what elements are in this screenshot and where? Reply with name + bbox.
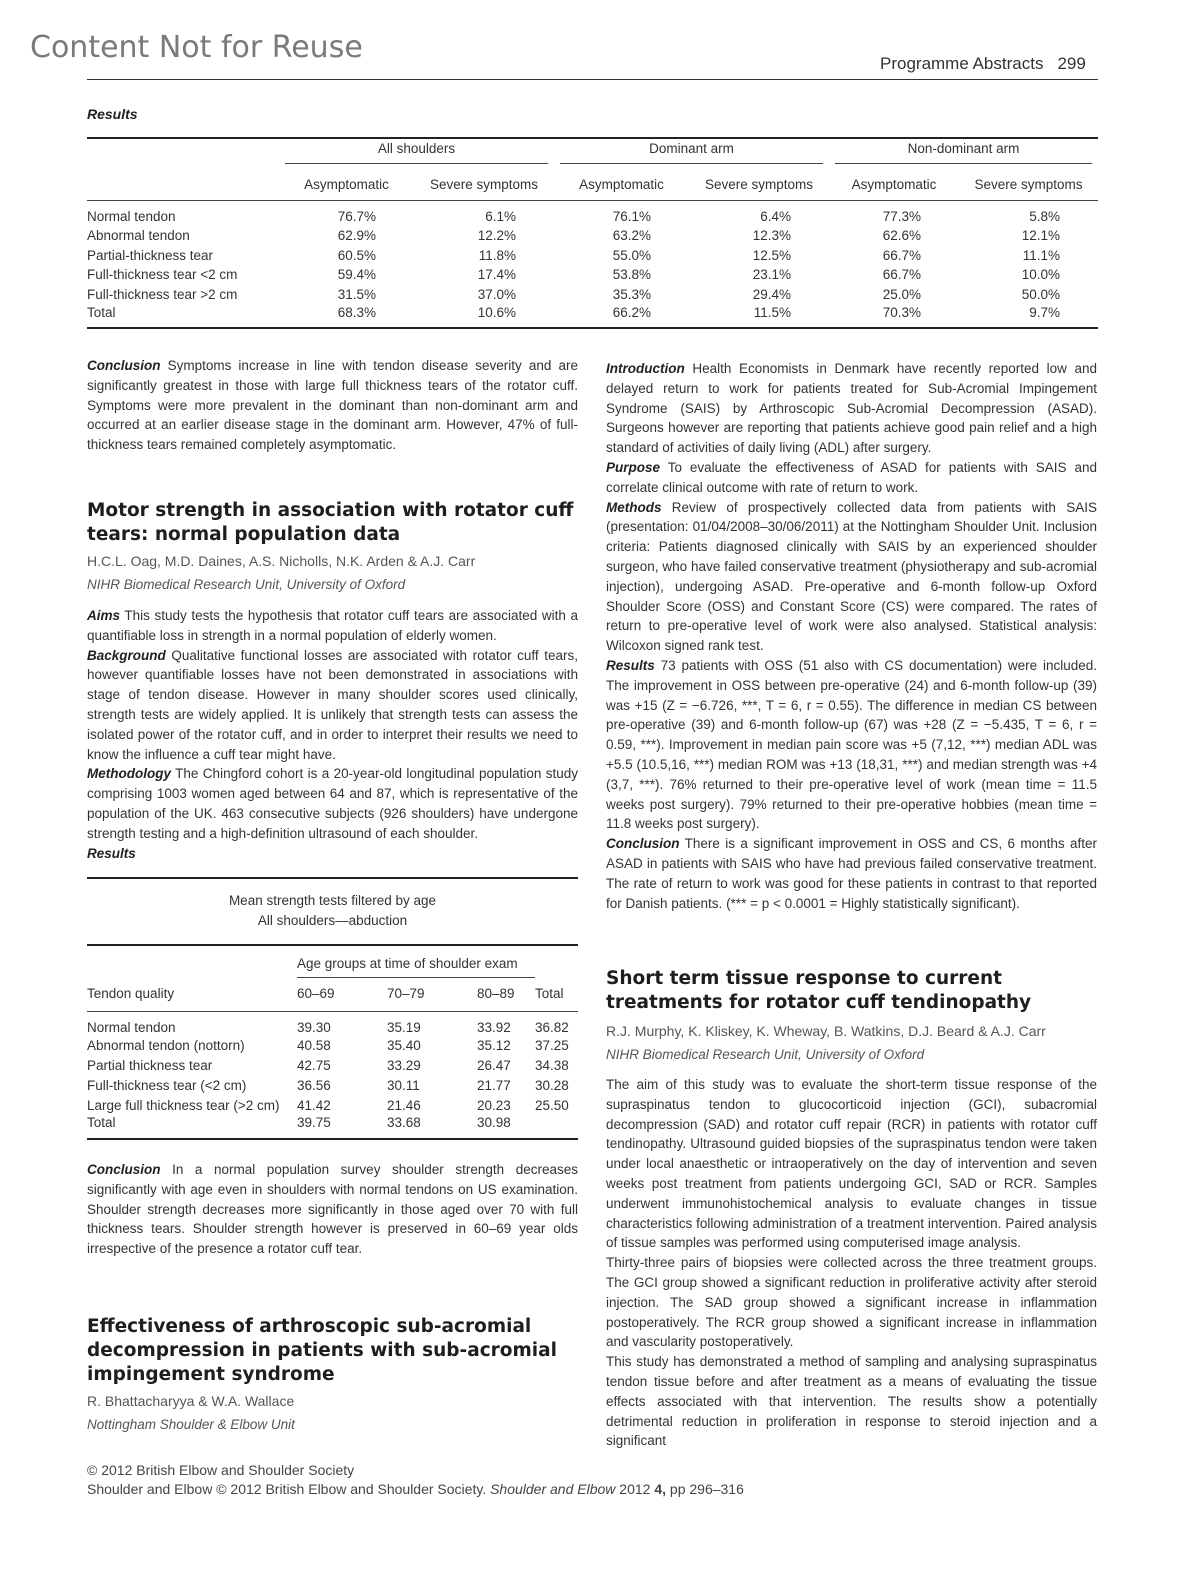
table-row xyxy=(87,246,1098,266)
table-cell: 76.7% xyxy=(337,208,376,224)
introduction-paragraph xyxy=(606,359,1097,458)
conclusion-paragraph xyxy=(87,356,578,455)
paragraph-lead: Methodology xyxy=(87,766,171,782)
group-header: All shoulders xyxy=(285,141,548,164)
table-cell: 60.5% xyxy=(337,247,376,263)
article-title: Short term tissue response to current treatments for rotator cuff tendinopathy xyxy=(606,968,1032,1013)
row-label: Large full thickness tear (>2 cm) xyxy=(87,1097,280,1113)
paragraph-lead: Conclusion xyxy=(606,836,680,852)
column-header: Asymptomatic xyxy=(829,170,959,200)
paragraph-text: Qualitative functional losses are associated with rotator cuff tears, however quantifiable losses have not been demonstrated in associations with stage of tendon disease. However in many shoulder scores used clinically, strength tests are widely applied. It is unlikely that strength tests can assess the isolated power of the rotator cuff, and in order to interpret their results we need to know the influence a cuff tear might have. xyxy=(87,647,578,762)
body-paragraph: This study has demonstrated a method of sampling and analysing supraspinatus tendon tissue before and after treatment as a means of evaluating the tissue effects associated with that intervention. The results show a potentially detrimental reduction in proliferation in response to steroid injection and a significant xyxy=(606,1354,1097,1449)
table-cell: 40.58 xyxy=(297,1037,331,1053)
table-cell: 39.30 xyxy=(297,1020,331,1035)
running-head-title: Programme Abstracts xyxy=(880,54,1044,73)
conclusion-paragraph xyxy=(606,834,1097,913)
aims-paragraph xyxy=(87,606,578,646)
column-header: 70–79 xyxy=(387,984,477,1012)
table-cell: 63.2% xyxy=(612,228,652,244)
row-label: Partial thickness tear xyxy=(87,1057,213,1073)
article-authors: R. Bhattacharyya & W.A. Wallace xyxy=(87,1393,295,1409)
copyright-line: © 2012 British Elbow and Shoulder Society xyxy=(87,1462,355,1478)
table-row xyxy=(87,1095,578,1115)
paragraph-text: 73 patients with OSS (51 also with CS documentation) were included. The improvement in OSS between pre-operative (24) and 6-month follow-up (39) was +15 (Z = −6.726, ***, T = 6, r = 0.55). The difference in median CS between pre-operative (39) and 6-month follow-up (67) was +28 (Z = −5.435, T = 6, r = 0.59, ***). Improvement in median pain score was +5 (7,12, ***) median ADL was +5.5 (10.5,16, ***) median ROM was +13 (18,31, ***) and median strength was +4 (3,7, ***). 76% returned to their pre-operative level of work (mean time = 11.5 weeks post surgery). 79% returned to their pre-operative hobbies (mean time = 11.8 weeks post surgery). xyxy=(606,657,1097,832)
table-cell: 33.29 xyxy=(387,1057,421,1073)
table-cell: 12.5% xyxy=(752,247,792,263)
table-cell: 35.3% xyxy=(612,286,652,302)
paragraph-text: Symptoms increase in line with tendon disease severity and are significantly greatest in those with large full thickness tears of the rotator cuff. Symptoms were more prevalent in the dominant than non-dominant arm and occurred at an earlier disease stage in the dominant arm. However, 47% of full-thickness tears remained completely asymptomatic. xyxy=(87,358,578,453)
table-cell: 53.8% xyxy=(612,267,652,283)
table-cell: 21.46 xyxy=(387,1097,421,1113)
table-cell: 68.3% xyxy=(337,305,376,320)
paragraph-lead: Background xyxy=(87,647,166,663)
article-authors: H.C.L. Oag, M.D. Daines, A.S. Nicholls, N.K. Arden & A.J. Carr xyxy=(87,553,476,569)
column-header: 60–69 xyxy=(297,984,387,1012)
table-cell: 35.40 xyxy=(387,1037,421,1053)
table-cell: 59.4% xyxy=(337,267,376,283)
header-rule xyxy=(87,79,1098,80)
paragraph-lead: Methods xyxy=(606,499,662,515)
table-cell: 39.75 xyxy=(297,1115,331,1130)
table-cell: 11.1% xyxy=(1022,247,1061,263)
table-cell: 76.1% xyxy=(612,208,652,224)
article-title: Effectiveness of arthroscopic sub-acromial decompression in patients with sub-acromial impingement syndrome xyxy=(87,1316,557,1385)
paragraph-lead: Conclusion xyxy=(87,358,161,373)
purpose-paragraph xyxy=(606,458,1097,498)
table-row xyxy=(87,1055,578,1075)
group-header: Dominant arm xyxy=(560,141,823,164)
article-title: Motor strength in association with rotator cuff tears: normal population data xyxy=(87,500,574,545)
table-cell: 9.7% xyxy=(1029,305,1061,320)
table-cell: 33.92 xyxy=(477,1020,511,1035)
table-cell: 30.11 xyxy=(387,1077,420,1093)
table-cell: 70.3% xyxy=(882,305,922,320)
table-cell: 50.0% xyxy=(1021,286,1061,302)
table-cell: 55.0% xyxy=(612,247,652,263)
column-header: Total xyxy=(535,984,578,1012)
table-row xyxy=(87,265,1098,285)
table-cell: 66.7% xyxy=(882,267,922,283)
article-affiliation: NIHR Biomedical Research Unit, University of Oxford xyxy=(606,1047,925,1062)
table-cell: 12.1% xyxy=(1021,228,1061,244)
article-affiliation: Nottingham Shoulder & Elbow Unit xyxy=(87,1417,295,1432)
strength-table xyxy=(87,877,578,1140)
symptoms-table xyxy=(87,137,1098,329)
table-cell: 11.8% xyxy=(478,247,517,263)
article-body xyxy=(606,359,1097,913)
paragraph-lead: Purpose xyxy=(606,459,661,475)
table-cell xyxy=(535,1115,578,1139)
table-cell: 12.2% xyxy=(477,228,517,244)
column-header: Severe symptoms xyxy=(689,170,829,200)
running-head xyxy=(880,54,1086,74)
column-header: Severe symptoms xyxy=(959,170,1098,200)
table-cell: 10.6% xyxy=(477,305,517,320)
table-cell: 34.38 xyxy=(535,1057,569,1073)
table-cell: 33.68 xyxy=(387,1115,421,1130)
paragraph-text: In a normal population survey shoulder strength decreases significantly with age even in shoulders with normal tendons on US examination. Shoulder strength decreases more significantly in those aged over 70 with full thickness tears. Shoulder strength however is preserved in 60–69 year olds irrespective of the presence a rotator cuff tear. xyxy=(87,1162,578,1257)
row-label: Abnormal tendon (nottorn) xyxy=(87,1037,245,1053)
table-cell: 10.0% xyxy=(1021,267,1061,283)
citation-line: Shoulder and Elbow © 2012 British Elbow and Shoulder Society. Shoulder and Elbow 2012 4, pp 296–316 xyxy=(87,1481,744,1497)
column-header: Tendon quality xyxy=(87,984,297,1012)
column-header: Asymptomatic xyxy=(279,170,414,200)
table-cell: 66.2% xyxy=(612,305,652,320)
results-paragraph xyxy=(606,656,1097,834)
table-row xyxy=(87,226,1098,246)
methods-paragraph xyxy=(606,498,1097,656)
table-cell: 20.23 xyxy=(477,1097,511,1113)
table-cell: 62.9% xyxy=(337,228,376,244)
row-label: Abnormal tendon xyxy=(87,228,190,244)
table-caption: Mean strength tests filtered by age All shoulders—abduction xyxy=(228,893,437,928)
age-group-header: Age groups at time of shoulder exam xyxy=(297,956,535,978)
paragraph-text: Review of prospectively collected data from patients with SAIS (presentation: 01/04/2008–30/06/2011) at the Nottingham Shoulder Unit. Inclusion criteria: Patients diagnosed clinically with SAIS by an experienced shoulder surgeon, who have failed conservative treatment (physiotherapy and sub-acromial injection), undergoing ASAD. Pre-operative and 6-month follow-up Oxford Shoulder Score (OSS) and Constant Score (CS) were compared. The rates of return to pre-operative level of work were also analysed. Statistical analysis: Wilcoxon signed rank test. xyxy=(606,499,1097,654)
paragraph-lead: Introduction xyxy=(606,361,685,376)
table-cell: 11.5% xyxy=(753,305,792,320)
row-label: Full-thickness tear >2 cm xyxy=(87,286,238,302)
table-row xyxy=(87,285,1098,305)
table-row xyxy=(87,1115,578,1139)
paragraph-text: The Chingford cohort is a 20-year-old longitudinal population study comprising 1003 women aged between 64 and 87, which is representative of the population of the UK. 463 consecutive subjects (926 shoulders) have undergone strength testing and a high-definition ultrasound of each shoulder. xyxy=(87,766,578,841)
table-cell: 36.82 xyxy=(535,1020,569,1035)
table-cell: 30.28 xyxy=(535,1077,569,1093)
column-header: Asymptomatic xyxy=(554,170,689,200)
article-body xyxy=(87,606,578,863)
paragraph-lead: Aims xyxy=(87,608,121,623)
table-cell: 29.4% xyxy=(752,286,792,302)
paragraph-text: There is a significant improvement in OSS and CS, 6 months after ASAD in patients with SAIS who have had previous failed conservative treatment. The rate of return to work was good for these patients in contrast to that reported for Danish patients. (*** = p < 0.0001 = Highly statistically significant). xyxy=(606,836,1097,911)
page-footer xyxy=(87,1461,744,1499)
table-cell: 35.12 xyxy=(477,1037,511,1053)
table-cell: 21.77 xyxy=(477,1077,511,1093)
watermark: Content Not for Reuse xyxy=(30,30,363,65)
row-label: Total xyxy=(87,305,116,320)
body-paragraph: The aim of this study was to evaluate the short-term tissue response of the supraspinatus tendon to glucocorticoid injection (GCI), subacromial decompression (SAD) and rotator cuff repair (RCR) in patients with rotator cuff tendinopathy. Ultrasound guided biopsies of the supraspinatus tendon were taken under local anaesthetic or intraoperatively on the day of intervention and seven weeks post treatment from patients undergoing GCI, SAD or RCR. Samples underwent immunohistochemical analysis to evaluate changes in tissue characteristics following administration of a treatment intervention. Paired analysis of tissue samples was performed using computerised image analysis. xyxy=(606,1077,1097,1251)
column-header: Severe symptoms xyxy=(414,170,554,200)
paragraph-text: Health Economists in Denmark have recently reported low and delayed return to work for patients treated for Sub-Acromial Impingement Syndrome (SAIS) by Arthroscopic Sub-Acromial Decompression (ASAD). Surgeons however are reporting that patients achieve good pain relief and a high standard of activities of daily living (ADL) after surgery. xyxy=(606,361,1097,456)
results-label: Results xyxy=(87,106,138,122)
row-label: Full-thickness tear <2 cm xyxy=(87,267,238,283)
table-cell: 26.47 xyxy=(477,1057,511,1073)
table-cell: 37.0% xyxy=(477,286,517,302)
table-cell: 6.1% xyxy=(485,208,517,224)
table-row xyxy=(87,1035,578,1055)
row-label: Normal tendon xyxy=(87,208,176,224)
row-label: Normal tendon xyxy=(87,1020,176,1035)
table-cell: 5.8% xyxy=(1029,208,1061,224)
methodology-paragraph xyxy=(87,764,578,843)
table-cell: 37.25 xyxy=(535,1037,569,1053)
table-row xyxy=(87,1075,578,1095)
table-cell: 36.56 xyxy=(297,1077,331,1093)
row-label: Full-thickness tear (<2 cm) xyxy=(87,1077,247,1093)
article-body xyxy=(606,1075,1097,1451)
background-paragraph xyxy=(87,646,578,765)
article-affiliation: NIHR Biomedical Research Unit, University of Oxford xyxy=(87,577,406,592)
table-cell: 41.42 xyxy=(297,1097,331,1113)
table-cell: 25.50 xyxy=(535,1097,569,1113)
table-cell: 77.3% xyxy=(882,208,922,224)
table-cell: 6.4% xyxy=(760,208,792,224)
table-cell: 42.75 xyxy=(297,1057,331,1073)
column-header: 80–89 xyxy=(477,984,535,1012)
table-cell: 35.19 xyxy=(387,1020,421,1035)
article-authors: R.J. Murphy, K. Kliskey, K. Wheway, B. Watkins, D.J. Beard & A.J. Carr xyxy=(606,1023,1046,1039)
table-cell: 62.6% xyxy=(882,228,922,244)
table-cell: 17.4% xyxy=(477,267,517,283)
conclusion-paragraph xyxy=(87,1160,578,1259)
group-header: Non-dominant arm xyxy=(835,141,1092,164)
row-label: Partial-thickness tear xyxy=(87,247,214,263)
table-cell: 30.98 xyxy=(477,1115,511,1130)
table-cell: 12.3% xyxy=(752,228,792,244)
table-cell: 23.1% xyxy=(752,267,792,283)
table-row xyxy=(87,200,1098,226)
table-row xyxy=(87,1012,578,1036)
body-paragraph: Thirty-three pairs of biopsies were collected across the three treatment groups. The GCI group showed a significant reduction in proliferative activity after steroid injection. The SAD group showed a significant increase in inflammation postoperatively. The RCR group showed a significant increase in inflammation and vascularity postoperatively. xyxy=(606,1255,1097,1350)
table-row xyxy=(87,304,1098,328)
table-cell: 66.7% xyxy=(882,247,922,263)
page-number: 299 xyxy=(1057,54,1086,73)
table-cell: 31.5% xyxy=(337,286,376,302)
results-label: Results xyxy=(87,845,136,861)
paragraph-lead: Results xyxy=(606,657,655,673)
paragraph-lead: Conclusion xyxy=(87,1162,161,1177)
table-cell: 25.0% xyxy=(882,286,922,302)
row-label: Total xyxy=(87,1115,116,1130)
paragraph-text: To evaluate the effectiveness of ASAD for patients with SAIS and correlate clinical outcome with rate of return to work. xyxy=(606,459,1097,495)
paragraph-text: This study tests the hypothesis that rotator cuff tears are associated with a quantifiable loss in strength in a normal population of elderly women. xyxy=(87,608,578,643)
